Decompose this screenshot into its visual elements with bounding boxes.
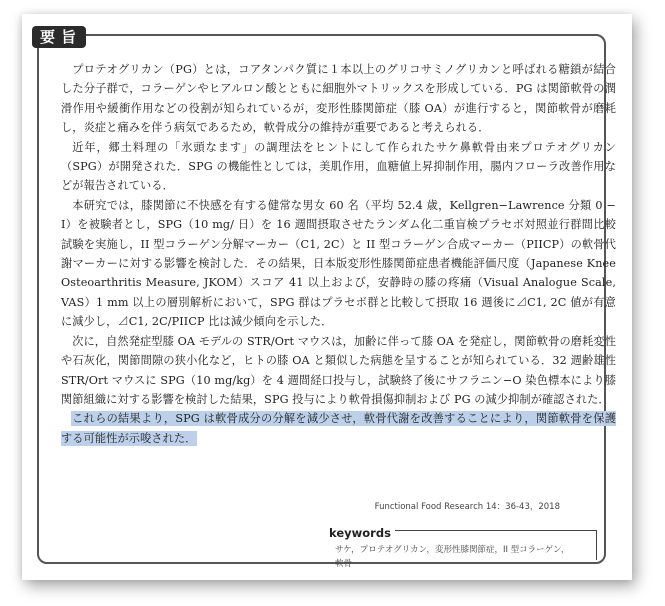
highlighted-text[interactable]: これらの結果より，SPG は軟骨成分の分解を減少させ，軟骨代謝を改善することにより，関節軟骨を保護する可能性が示唆された． xyxy=(61,412,616,445)
document-page xyxy=(22,14,632,580)
section-label: 要旨 xyxy=(32,26,86,48)
paragraph-4: 次に，自然発症型膝 OA モデルの STR/Ort マウスは，加齢に伴って膝 OA を発症し，関節軟骨の磨耗変性や石灰化，関節間隙の狭小化など，ヒトの膝 OA と類似した病態を呈することが知られている．32 週齢雄性 STR/Ort マウスに SPG（10 mg/kg）を 4 週間経口投与し，試験終了後にサフラニン−O 染色標本により膝関節組織に対する影響を検討した結果，SPG 投与により軟骨損傷抑制および PG の減少抑制が確認された． xyxy=(61,334,616,406)
keywords-bracket xyxy=(596,530,597,560)
abstract-body xyxy=(61,60,616,448)
paragraph-3: 本研究では，膝関節に不快感を有する健常な男女 60 名（平均 52.4 歳，Kellgren−Lawrence 分類 0 − I）を被験者とし，SPG（10 mg/ 日）を 16 週間摂取させたランダム化二重盲検プラセボ対照並行群間比較試験を実施し，II 型コラーゲン分解マーカー（C1, 2C）と II 型コラーゲン合成マーカー（PIICP）の軟骨代謝マーカーに対する影響を検討した．その結果，日本版変形性膝関節症患者機能評価尺度（Japanese Knee Osteoarthritis Measure, JKOM）スコア 41 以上および，安静時の膝の疼痛（Visual Analogue Scale, VAS）1 mm 以上の層別解析において，SPG 群はプラセボ群と比較して摂取 16 週後に⊿C1, 2C 値が有意に減少し，⊿C1, 2C/PIICP 比は減少傾向を示した． xyxy=(61,198,616,329)
keywords-box xyxy=(329,522,589,571)
keywords-list: サケ，プロテオグリカン，変形性膝関節症，II 型コラーゲン，軟骨 xyxy=(335,545,570,569)
paragraph-2: 近年，郷土料理の「氷頭なます」の調理法をヒントにして作られたサケ鼻軟骨由来プロテオグリカン（SPG）が開発された．SPG の機能性としては，美肌作用，血糖値上昇抑制作用，腸内フローラ改善作用などが報告されている． xyxy=(61,140,616,193)
keywords-title: keywords xyxy=(329,526,395,540)
citation: Functional Food Research 14：36-43，2018 xyxy=(374,502,560,512)
paragraph-5-highlighted[interactable] xyxy=(61,409,616,448)
abstract-panel xyxy=(37,34,616,569)
keywords-rule xyxy=(389,530,597,531)
paragraph-1: プロテオグリカン（PG）とは，コアタンパク質に１本以上のグリコサミノグリカンと呼ばれる糖鎖が結合した分子群で，コラーゲンやヒアルロン酸とともに細胞外マトリックスを形成している．PG は関節軟骨の潤滑作用や緩衝作用などの役割が知られているが，変形性膝関節症（膝 OA）が進行すると，関節軟骨が磨耗し，炎症と痛みを伴う病気であるため，軟骨成分の維持が重要であると考えられる． xyxy=(61,63,616,135)
